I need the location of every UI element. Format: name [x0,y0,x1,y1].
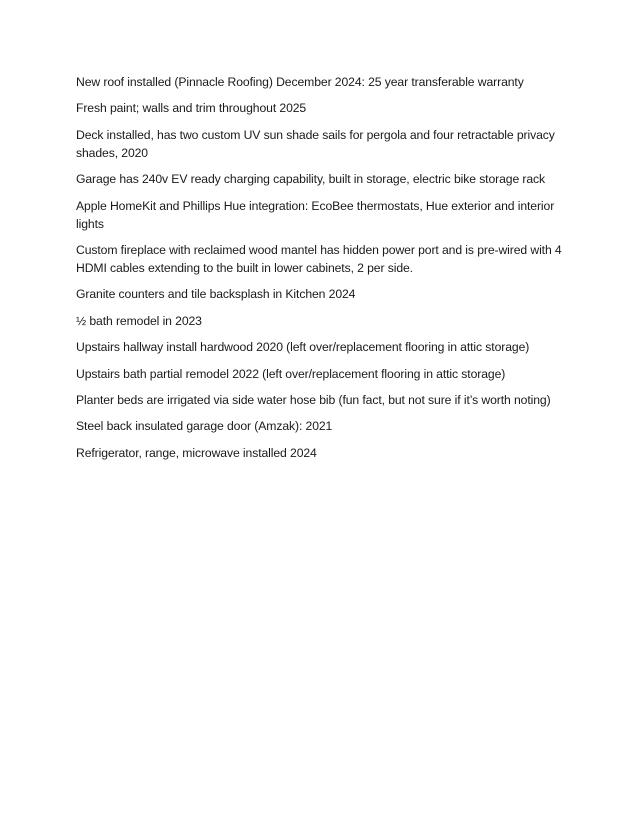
document-body [76,73,570,470]
paragraph-deck: Deck installed, has two custom UV sun shade sails for pergola and four retractable privacy shades, 2020 [76,127,555,160]
paragraph-garage: Garage has 240v EV ready charging capability, built in storage, electric bike storage rack [76,172,546,187]
paragraph-garage-door: Steel back insulated garage door (Amzak): 2021 [76,419,333,434]
paragraph-upstairs-bath: Upstairs bath partial remodel 2022 (left over/replacement flooring in attic storage) [76,366,506,381]
paragraph-fireplace: Custom fireplace with reclaimed wood mantel has hidden power port and is pre-wired with 4 HDMI cables extending to the built in lower cabinets, 2 per side. [76,242,562,275]
paragraph-kitchen: Granite counters and tile backsplash in Kitchen 2024 [76,287,356,302]
paragraph-planter-beds: Planter beds are irrigated via side water hose bib (fun fact, but not sure if it’s worth noting) [76,392,551,407]
paragraph-appliances: Refrigerator, range, microwave installed 2024 [76,445,317,460]
paragraph-half-bath: ½ bath remodel in 2023 [76,313,202,328]
paragraph-smart-home: Apple HomeKit and Phillips Hue integration: EcoBee thermostats, Hue exterior and interior lights [76,198,555,231]
paragraph-hallway: Upstairs hallway install hardwood 2020 (left over/replacement flooring in attic storage) [76,340,530,355]
paragraph-roof: New roof installed (Pinnacle Roofing) December 2024: 25 year transferable warranty [76,75,524,89]
paragraph-paint: Fresh paint; walls and trim throughout 2025 [76,101,307,116]
